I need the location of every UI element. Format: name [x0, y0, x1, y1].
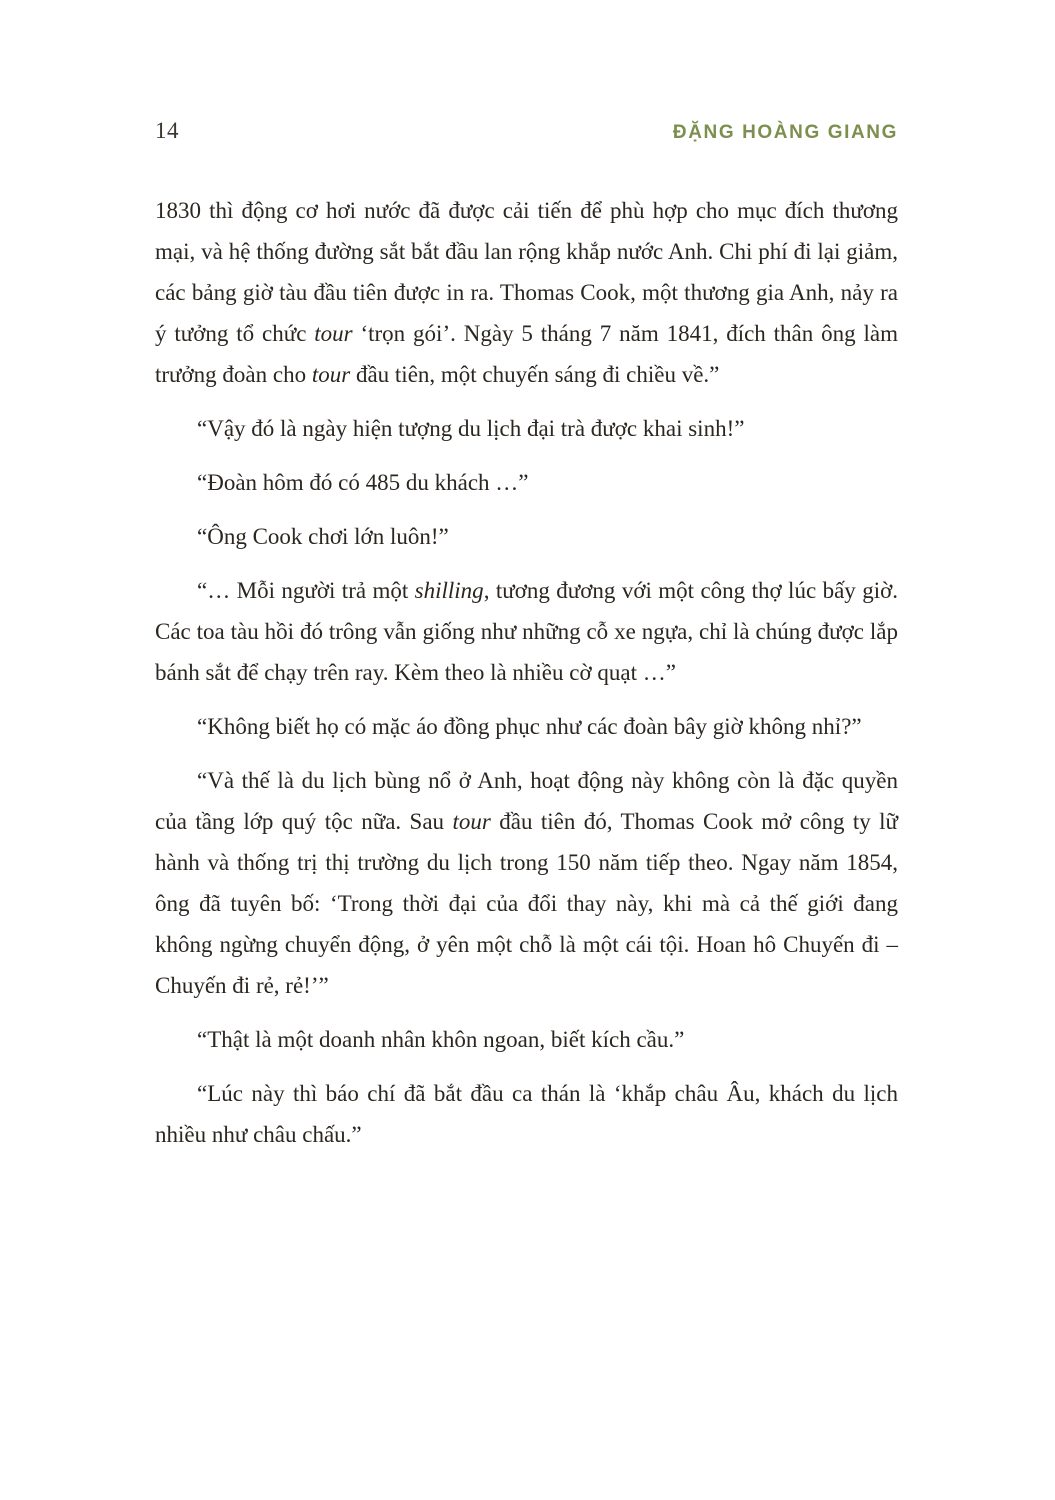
text-run: “… Mỗi người trả một	[197, 578, 415, 603]
italic-text-run: shilling	[414, 578, 484, 603]
text-run: , tương đương với một công thợ lúc bấy giờ. Các toa tàu hồi đó trông vẫn giống như những cỗ xe ngựa, chỉ là chúng được lắp bánh sắt để chạy trên ray. Kèm theo là nhiều cờ quạt …”	[155, 578, 898, 685]
paragraph	[155, 760, 898, 1006]
text-run: ‘trọn gói’. Ngày 5 tháng 7 năm 1841, đích thân ông làm trưởng đoàn cho	[155, 321, 898, 387]
italic-text-run: tour	[311, 362, 351, 387]
text-run: “Không biết họ có mặc áo đồng phục như các đoàn bây giờ không nhỉ?”	[197, 714, 862, 739]
paragraph	[155, 1019, 898, 1060]
paragraph	[155, 706, 898, 747]
text-run: đầu tiên đó, Thomas Cook mở công ty lữ hành và thống trị thị trường du lịch trong 150 năm tiếp theo. Ngay năm 1854, ông đã tuyên bố: ‘Trong thời đại của đổi thay này, khi mà cả thế giới đang không ngừng chuyển động, ở yên một chỗ là một cái tội. Hoan hô Chuyến đi – Chuyến đi rẻ, rẻ!’”	[155, 809, 899, 998]
text-run: “Vậy đó là ngày hiện tượng du lịch đại trà được khai sinh!”	[197, 416, 745, 441]
italic-text-run: tour	[452, 809, 491, 834]
paragraph	[155, 570, 898, 693]
body-text	[155, 190, 898, 1155]
paragraph	[155, 462, 898, 503]
paragraph	[155, 1073, 898, 1155]
author-header: ĐẶNG HOÀNG GIANG	[672, 122, 898, 143]
running-header	[155, 118, 898, 144]
paragraph	[155, 516, 898, 557]
page-number: 14	[155, 118, 179, 143]
text-run: “Ông Cook chơi lớn luôn!”	[197, 524, 449, 549]
paragraph	[155, 190, 898, 395]
text-run: “Đoàn hôm đó có 485 du khách …”	[197, 470, 529, 495]
text-run: đầu tiên, một chuyến sáng đi chiều về.”	[350, 362, 720, 387]
text-run: 1830 thì động cơ hơi nước đã được cải tiến để phù hợp cho mục đích thương mại, và hệ thống đường sắt bắt đầu lan rộng khắp nước Anh. Chi phí đi lại giảm, các bảng giờ tàu đầu tiên được in ra. Thomas Cook, một thương gia Anh, nảy ra ý tưởng tổ chức	[155, 198, 898, 346]
text-run: “Thật là một doanh nhân khôn ngoan, biết kích cầu.”	[197, 1027, 685, 1052]
italic-text-run: tour	[314, 321, 353, 346]
text-run: “Và thế là du lịch bùng nổ ở Anh, hoạt động này không còn là đặc quyền của tầng lớp quý tộc nữa. Sau	[155, 768, 898, 834]
text-run: “Lúc này thì báo chí đã bắt đầu ca thán là ‘khắp châu Âu, khách du lịch nhiều như châu chấu.”	[155, 1081, 898, 1147]
paragraph	[155, 408, 898, 449]
